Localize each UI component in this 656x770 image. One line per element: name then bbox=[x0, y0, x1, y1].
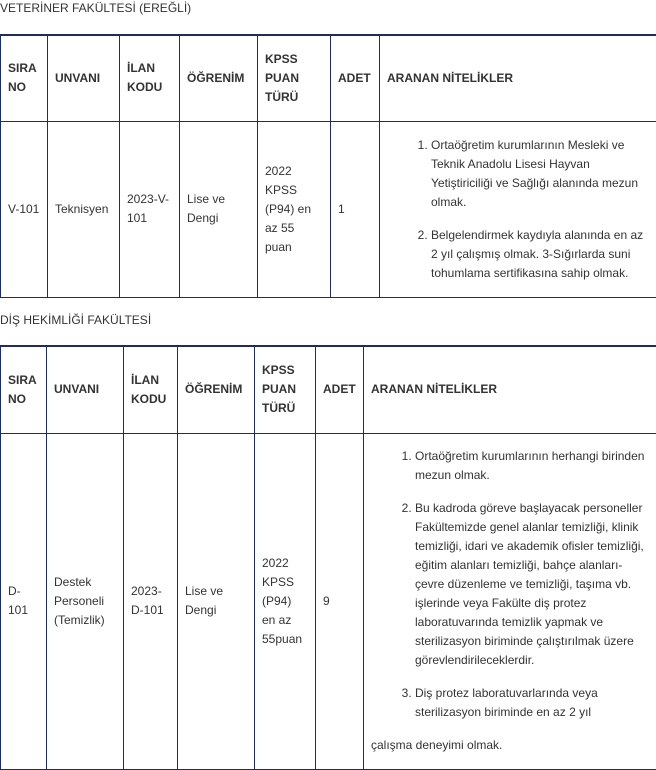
dis-hekimligi-table bbox=[0, 345, 656, 770]
header-adet: ADET bbox=[316, 346, 364, 433]
header-ogrenim: ÖĞRENİM bbox=[178, 346, 255, 433]
cell-adet: 1 bbox=[331, 121, 380, 297]
cell-ilan-kodu: 2023-D-101 bbox=[124, 433, 178, 769]
cell-kpss: 2022 KPSS (P94) en az 55puan bbox=[255, 433, 316, 769]
header-kpss-puan-turu: KPSS PUAN TÜRÜ bbox=[255, 346, 316, 433]
header-aranan-nitelikler: ARANAN NİTELİKLER bbox=[364, 346, 656, 433]
nitelikler-list bbox=[387, 136, 649, 283]
cell-unvani: Teknisyen bbox=[48, 121, 120, 297]
cell-nitelikler bbox=[364, 433, 656, 769]
header-ogrenim: ÖĞRENİM bbox=[180, 35, 258, 121]
section-title-veteriner: VETERİNER FAKÜLTESİ (EREĞLİ) bbox=[0, 1, 192, 15]
cell-ogrenim: Lise ve Dengi bbox=[180, 121, 258, 297]
nitelikler-list bbox=[371, 447, 649, 722]
header-adet: ADET bbox=[331, 35, 380, 121]
list-item: 1. Ortaöğretim kurumlarının herhangi birinden mezun olmak. bbox=[415, 447, 649, 485]
header-ilan-kodu: İLAN KODU bbox=[120, 35, 180, 121]
header-unvani: UNVANI bbox=[47, 346, 124, 433]
cell-sira-no: D-101 bbox=[1, 433, 47, 769]
nitelikler-extra-text: çalışma deneyimi olmak. bbox=[371, 738, 503, 752]
veteriner-table bbox=[0, 34, 656, 298]
header-unvani: UNVANI bbox=[48, 35, 120, 121]
cell-sira-no: V-101 bbox=[1, 121, 48, 297]
header-kpss-puan-turu: KPSS PUAN TÜRÜ bbox=[258, 35, 331, 121]
section-title-dis-hekimligi: DİŞ HEKİMLİĞİ FAKÜLTESİ bbox=[0, 313, 152, 327]
list-item: 3. Diş protez laboratuvarlarında veya sterilizasyon biriminde en az 2 yıl bbox=[415, 684, 649, 722]
list-item: 2. Bu kadroda göreve başlayacak personeller Fakültemizde genel alanlar temizliği, klinik temizliği, idari ve akademik ofisler temizliği, eğitim alanları temizliği, bahçe alanları-çevre düzenleme ve temizliği, taşıma vb. işlerinde veya Fakülte diş protez laboratuvarında temizlik yapmak ve sterilizasyon biriminde çalıştırılmak üzere görevlendirileceklerdir. bbox=[415, 499, 649, 670]
list-item: 2. Belgelendirmek kaydıyla alanında en az 2 yıl çalışmış olmak. 3-Sığırlarda suni tohumlama sertifikasına sahip olmak. bbox=[431, 226, 649, 283]
list-item: 1. Ortaöğretim kurumlarının Mesleki ve Teknik Anadolu Lisesi Hayvan Yetiştiriciliği ve Sağlığı alanında mezun olmak. bbox=[431, 136, 649, 212]
header-sira-no: SIRA NO bbox=[1, 35, 48, 121]
cell-ilan-kodu: 2023-V-101 bbox=[120, 121, 180, 297]
header-ilan-kodu: İLAN KODU bbox=[124, 346, 178, 433]
cell-ogrenim: Lise ve Dengi bbox=[178, 433, 255, 769]
table-row bbox=[1, 433, 656, 769]
cell-unvani: Destek Personeli (Temizlik) bbox=[47, 433, 124, 769]
table-row bbox=[1, 121, 656, 297]
header-aranan-nitelikler: ARANAN NİTELİKLER bbox=[380, 35, 656, 121]
table-header-row bbox=[1, 346, 656, 433]
table-header-row bbox=[1, 35, 656, 121]
cell-adet: 9 bbox=[316, 433, 364, 769]
header-sira-no: SIRA NO bbox=[1, 346, 47, 433]
cell-kpss: 2022 KPSS (P94) en az 55 puan bbox=[258, 121, 331, 297]
cell-nitelikler bbox=[380, 121, 656, 297]
